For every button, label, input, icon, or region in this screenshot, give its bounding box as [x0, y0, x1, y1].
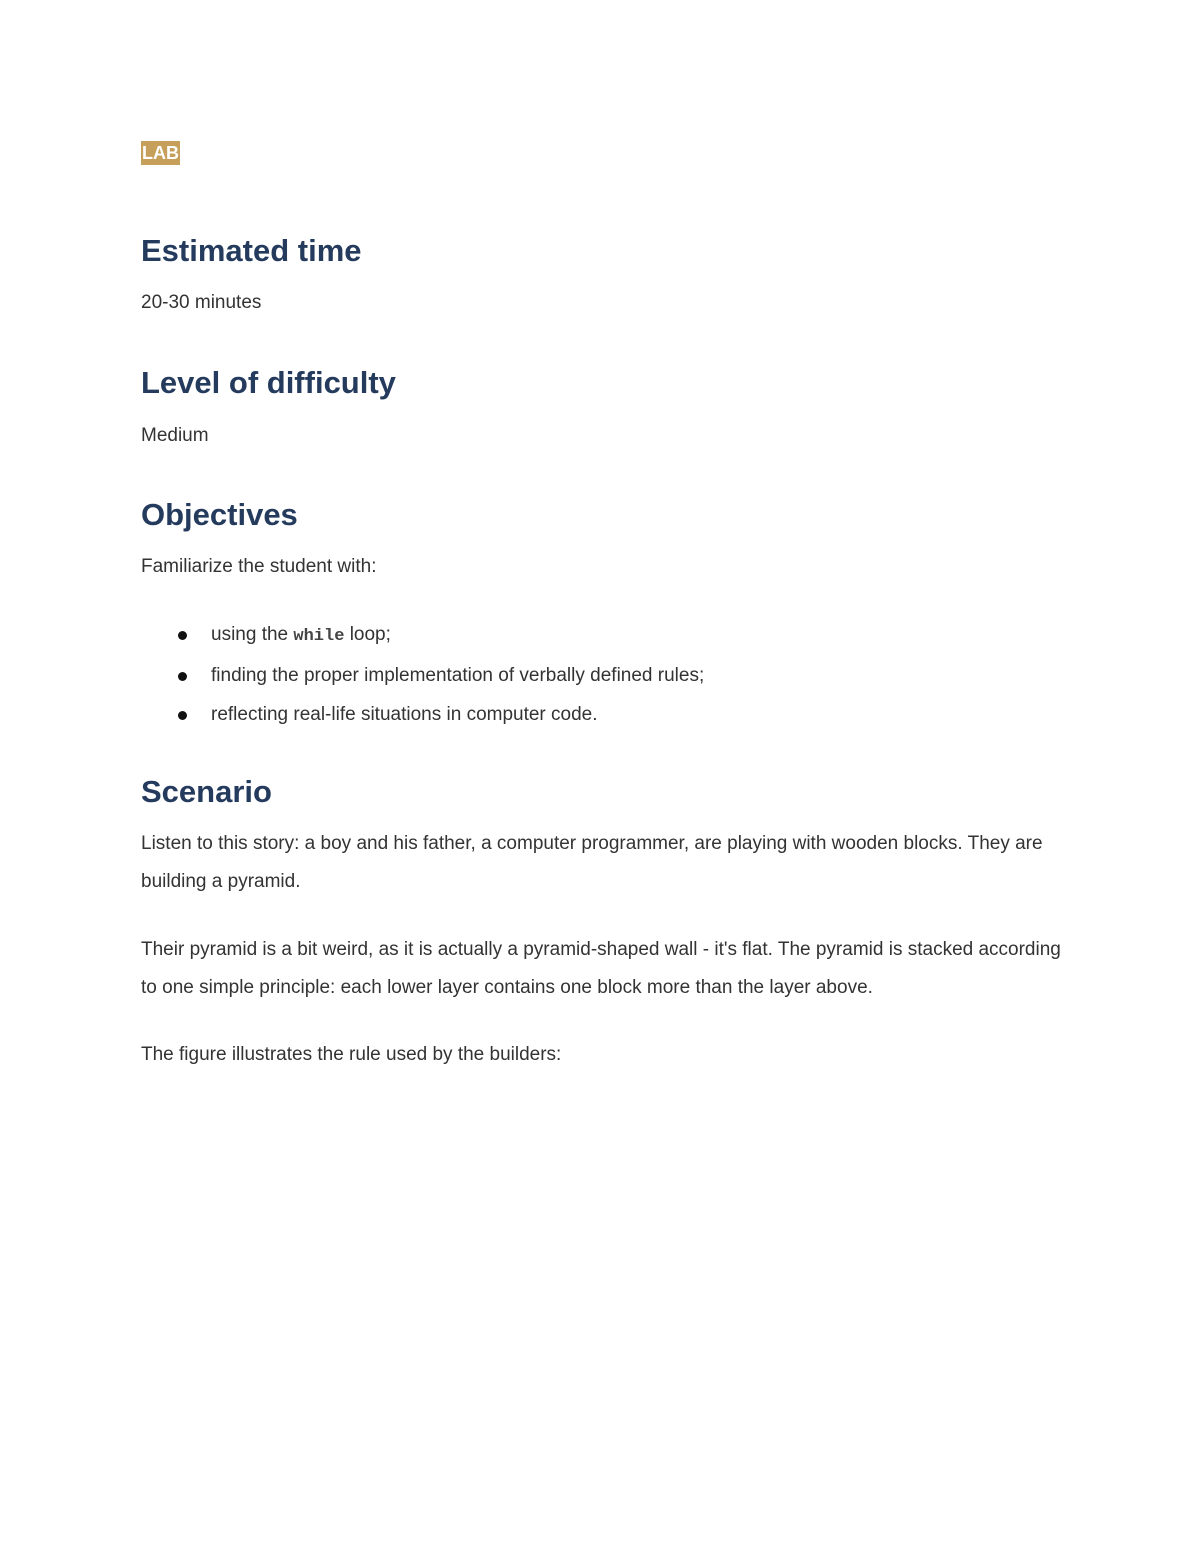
difficulty-heading: Level of difficulty — [141, 365, 396, 400]
lab-badge: LAB — [142, 143, 179, 163]
estimated-time-value: 20-30 minutes — [141, 292, 262, 313]
list-item — [141, 695, 1061, 734]
difficulty-value: Medium — [141, 425, 209, 446]
objectives-list — [141, 615, 1061, 734]
list-item — [141, 615, 1061, 656]
code-keyword: while — [293, 627, 345, 646]
list-item-text: finding the proper implementation of verbally defined rules; — [211, 665, 705, 686]
list-item-text-after: loop; — [344, 624, 391, 645]
list-item — [141, 656, 1061, 695]
scenario-paragraph: Their pyramid is a bit weird, as it is actually a pyramid-shaped wall - it's flat. The pyramid is stacked according to one simple principle: each lower layer contains one block more than the layer above. — [141, 939, 1061, 998]
list-item-text-before: using the — [211, 624, 294, 645]
scenario-paragraph: Listen to this story: a boy and his father, a computer programmer, are playing with wooden blocks. They are building a pyramid. — [141, 833, 1043, 892]
bullet-icon — [178, 631, 187, 640]
objectives-heading: Objectives — [141, 497, 298, 532]
scenario-heading: Scenario — [141, 774, 272, 809]
list-item-text: reflecting real-life situations in computer code. — [211, 704, 598, 725]
bullet-icon — [178, 711, 187, 720]
bullet-icon — [178, 672, 187, 681]
scenario-paragraph: The figure illustrates the rule used by the builders: — [141, 1044, 562, 1065]
objectives-intro: Familiarize the student with: — [141, 556, 377, 577]
estimated-time-heading: Estimated time — [141, 233, 362, 268]
